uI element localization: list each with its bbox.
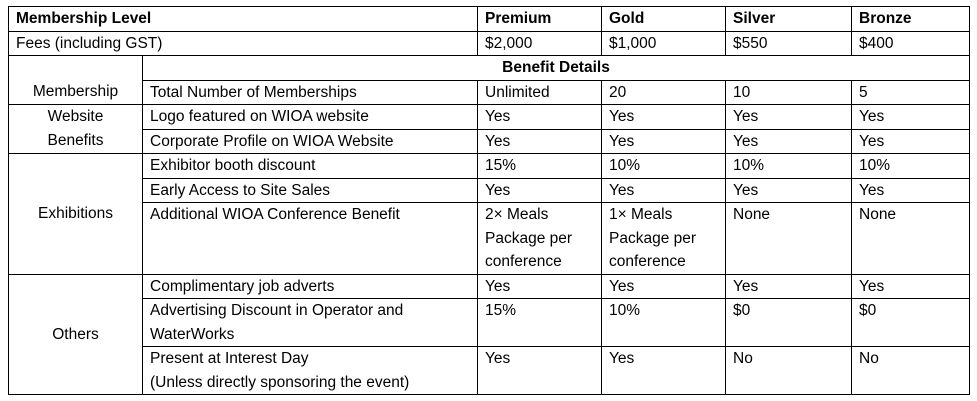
cell-premium: 15% — [478, 154, 602, 179]
cell-line: None — [859, 206, 897, 223]
table-row — [9, 274, 970, 299]
cell-gold: 10% — [602, 154, 726, 179]
table-row — [9, 129, 970, 154]
cell-line: 2× Meals — [485, 206, 549, 223]
fee-gold: $1,000 — [602, 31, 726, 56]
fees-label: Fees (including GST) — [9, 31, 478, 56]
cell-line: WaterWorks — [150, 325, 235, 343]
cell-silver: Yes — [726, 178, 852, 203]
table-row — [9, 299, 970, 347]
cell-silver: Yes — [726, 129, 852, 154]
table-row — [9, 178, 970, 203]
benefit-details-title: Benefit Details — [143, 56, 970, 81]
cell-premium: Yes — [478, 178, 602, 203]
cell-gold: 10% — [602, 299, 726, 347]
row-label-interest-day — [143, 347, 478, 395]
row-label-booth-discount: Exhibitor booth discount — [143, 154, 478, 179]
row-label-job-adverts: Complimentary job adverts — [143, 274, 478, 299]
level-bronze-header: Bronze — [852, 7, 970, 32]
cell-premium: Unlimited — [478, 80, 602, 105]
table-row — [9, 105, 970, 130]
table-row — [9, 154, 970, 179]
fees-row — [9, 31, 970, 56]
section-header-row — [9, 56, 970, 81]
membership-table-container — [8, 6, 970, 395]
cell-silver — [726, 203, 852, 275]
cell-silver: Yes — [726, 274, 852, 299]
group-membership-label: Membership — [9, 80, 143, 105]
group-others-label: Others — [9, 274, 143, 395]
cell-line: conference — [609, 253, 686, 270]
header-row — [9, 7, 970, 32]
cell-premium: Yes — [478, 274, 602, 299]
level-gold-header: Gold — [602, 7, 726, 32]
cell-line: (Unless directly sponsoring the event) — [150, 373, 410, 391]
fee-bronze: $400 — [852, 31, 970, 56]
cell-gold: Yes — [602, 274, 726, 299]
cell-line: conference — [485, 253, 562, 270]
cell-line: Advertising Discount in Operator and — [150, 302, 404, 319]
cell-premium: 15% — [478, 299, 602, 347]
level-silver-header: Silver — [726, 7, 852, 32]
table-row — [9, 80, 970, 105]
cell-premium — [478, 203, 602, 275]
cell-line: Present at Interest Day — [150, 350, 309, 367]
cell-line: Package per — [485, 229, 573, 247]
cell-bronze: Yes — [852, 178, 970, 203]
cell-silver: Yes — [726, 105, 852, 130]
cell-premium: Yes — [478, 105, 602, 130]
cell-premium: Yes — [478, 129, 602, 154]
cell-bronze: No — [852, 347, 970, 395]
cell-bronze: Yes — [852, 274, 970, 299]
cell-bronze: $0 — [852, 299, 970, 347]
row-label-early-access: Early Access to Site Sales — [143, 178, 478, 203]
cell-bronze: 5 — [852, 80, 970, 105]
membership-level-header: Membership Level — [9, 7, 478, 32]
fee-premium: $2,000 — [478, 31, 602, 56]
cell-gold: Yes — [602, 347, 726, 395]
cell-gold: Yes — [602, 178, 726, 203]
membership-benefits-table — [8, 6, 970, 395]
cell-silver: No — [726, 347, 852, 395]
cell-line: 1× Meals — [609, 206, 673, 223]
cell-bronze: Yes — [852, 105, 970, 130]
table-row — [9, 203, 970, 275]
group-website-label-line2: Benefits — [9, 129, 143, 154]
row-label-conference-benefit: Additional WIOA Conference Benefit — [143, 203, 478, 275]
cell-gold: Yes — [602, 129, 726, 154]
row-label-advertising-discount — [143, 299, 478, 347]
cell-gold: Yes — [602, 105, 726, 130]
cell-line: Package per — [609, 229, 697, 247]
row-label-logo-featured: Logo featured on WIOA website — [143, 105, 478, 130]
cell-silver: $0 — [726, 299, 852, 347]
level-premium-header: Premium — [478, 7, 602, 32]
cell-bronze: Yes — [852, 129, 970, 154]
group-exhibitions-label: Exhibitions — [9, 154, 143, 275]
cell-silver: 10 — [726, 80, 852, 105]
group-website-label-line1: Website — [9, 105, 143, 130]
cell-gold — [602, 203, 726, 275]
cell-bronze — [852, 203, 970, 275]
cell-gold: 20 — [602, 80, 726, 105]
cell-silver: 10% — [726, 154, 852, 179]
table-row — [9, 347, 970, 395]
row-label-corporate-profile: Corporate Profile on WIOA Website — [143, 129, 478, 154]
cell-line: None — [733, 206, 771, 223]
cell-bronze: 10% — [852, 154, 970, 179]
row-label-total-memberships: Total Number of Memberships — [143, 80, 478, 105]
section-blank-cell — [9, 56, 143, 81]
fee-silver: $550 — [726, 31, 852, 56]
cell-premium: Yes — [478, 347, 602, 395]
